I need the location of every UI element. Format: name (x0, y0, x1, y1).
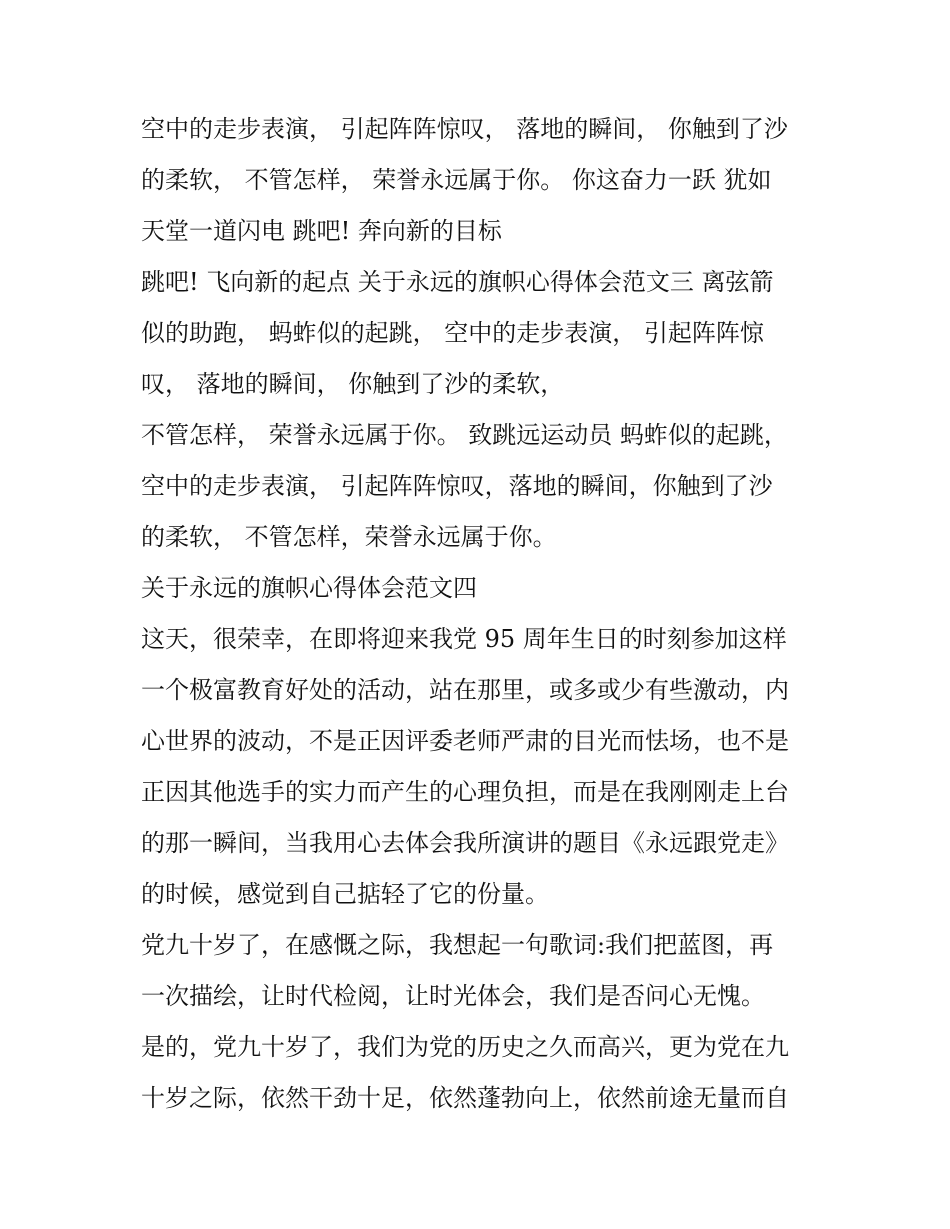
text-line: 叹， 落地的瞬间， 你触到了沙的柔软， (141, 370, 565, 398)
text-line: 的时候，感觉到自己掂轻了它的份量。 (141, 880, 549, 908)
text-line: 的那一瞬间，当我用心去体会我所演讲的题目《永远跟党走》 (141, 829, 789, 857)
section-heading: 关于永远的旗帜心得体会范文四 (141, 574, 477, 602)
text-line: 十岁之际，依然干劲十足，依然蓬勃向上，依然前途无量而自 (141, 1084, 789, 1112)
text-line: 这天，很荣幸，在即将迎来我党 95 周年生日的时刻参加这样 (141, 625, 787, 653)
text-line: 是的，党九十岁了，我们为党的历史之久而高兴，更为党在九 (141, 1033, 789, 1061)
text-line: 一个极富教育好处的活动，站在那里，或多或少有些激动，内 (141, 676, 789, 704)
text-line: 不管怎样， 荣誉永远属于你。 致跳远运动员 蚂蚱似的起跳， (141, 421, 788, 449)
text-line: 天堂一道闪电 跳吧! 奔向新的目标 (141, 217, 502, 245)
text-line: 跳吧! 飞向新的起点 关于永远的旗帜心得体会范文三 离弦箭 (141, 268, 774, 296)
text-line: 一次描绘，让时代检阅，让时光体会，我们是否问心无愧。 (141, 982, 765, 1010)
text-line: 党九十岁了，在感慨之际，我想起一句歌词:我们把蓝图，再 (141, 931, 774, 959)
text-line: 似的助跑， 蚂蚱似的起跳， 空中的走步表演， 引起阵阵惊 (141, 319, 764, 347)
body-text (141, 104, 821, 1124)
text-line: 心世界的波动，不是正因评委老师严肃的目光而怯场，也不是 (141, 727, 789, 755)
text-line: 的柔软， 不管怎样，荣誉永远属于你。 (141, 523, 557, 551)
text-line: 空中的走步表演， 引起阵阵惊叹，落地的瞬间，你触到了沙 (141, 472, 773, 500)
text-line: 的柔软， 不管怎样， 荣誉永远属于你。 你这奋力一跃 犹如 (141, 166, 772, 194)
text-line: 空中的走步表演， 引起阵阵惊叹， 落地的瞬间， 你触到了沙 (141, 115, 788, 143)
text-line: 正因其他选手的实力而产生的心理负担，而是在我刚刚走上台 (141, 778, 789, 806)
